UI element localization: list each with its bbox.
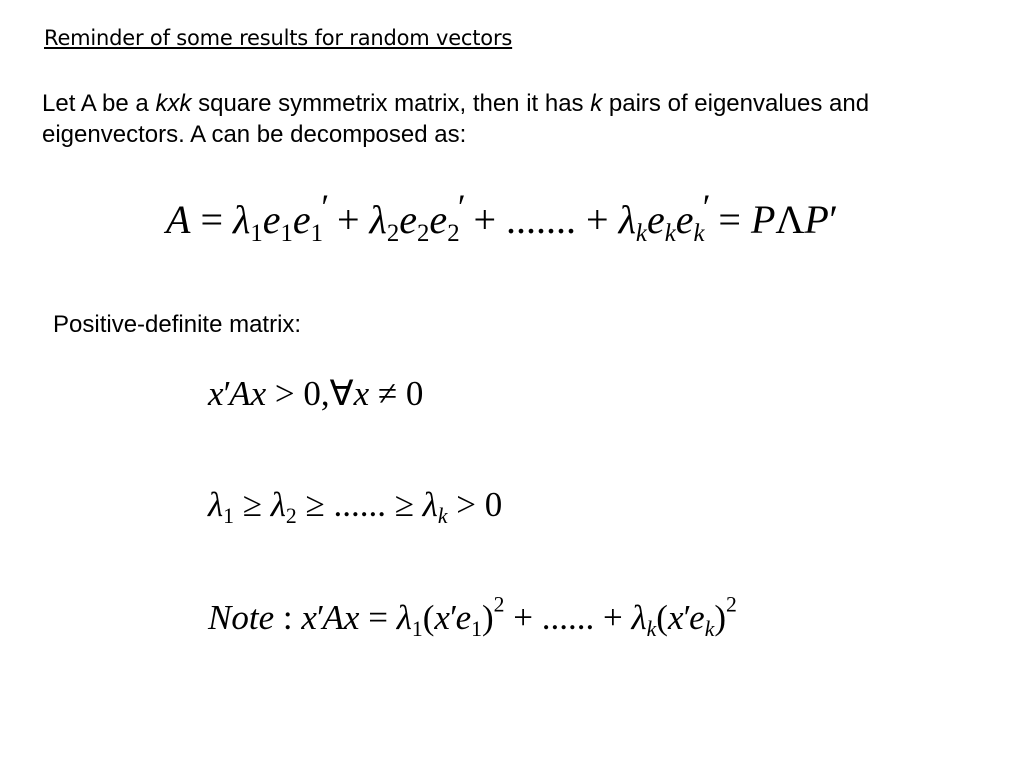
positive-definite-condition: x′Ax > 0,∀x ≠ 0 xyxy=(208,374,424,413)
section-heading: Positive-definite matrix: xyxy=(53,311,302,338)
intro-paragraph xyxy=(42,88,992,150)
para-text-5: pairs of eigenvalues and eigenvectors. A can be decomposed as: xyxy=(42,90,870,148)
para-text-3: square symmetrix matrix, then it has xyxy=(191,90,591,117)
eigenvalue-ordering: $\lambda_1 \ge \lambda_2$ ≥ ...... ≥ $\lambda_k > 0$ xyxy=(208,485,503,528)
quadratic-form-note: Note : $x'Ax = \lambda_1(x'e_1)^2$ + ...... + $\lambda_k(x'e_k)^2$ xyxy=(208,592,737,641)
slide-title: Reminder of some results for random vectors xyxy=(44,26,513,50)
para-text-2: kxk xyxy=(155,90,192,117)
para-text-1: Let A be a xyxy=(42,90,156,117)
para-text-4: k xyxy=(590,90,603,117)
eigen-decomposition-equation: $A = \lambda_1e_1e_1' + \lambda_2e_2e_2'$ + ....... + $\lambda_ke_ke_k' = P\Lambda P'$ xyxy=(166,187,836,247)
